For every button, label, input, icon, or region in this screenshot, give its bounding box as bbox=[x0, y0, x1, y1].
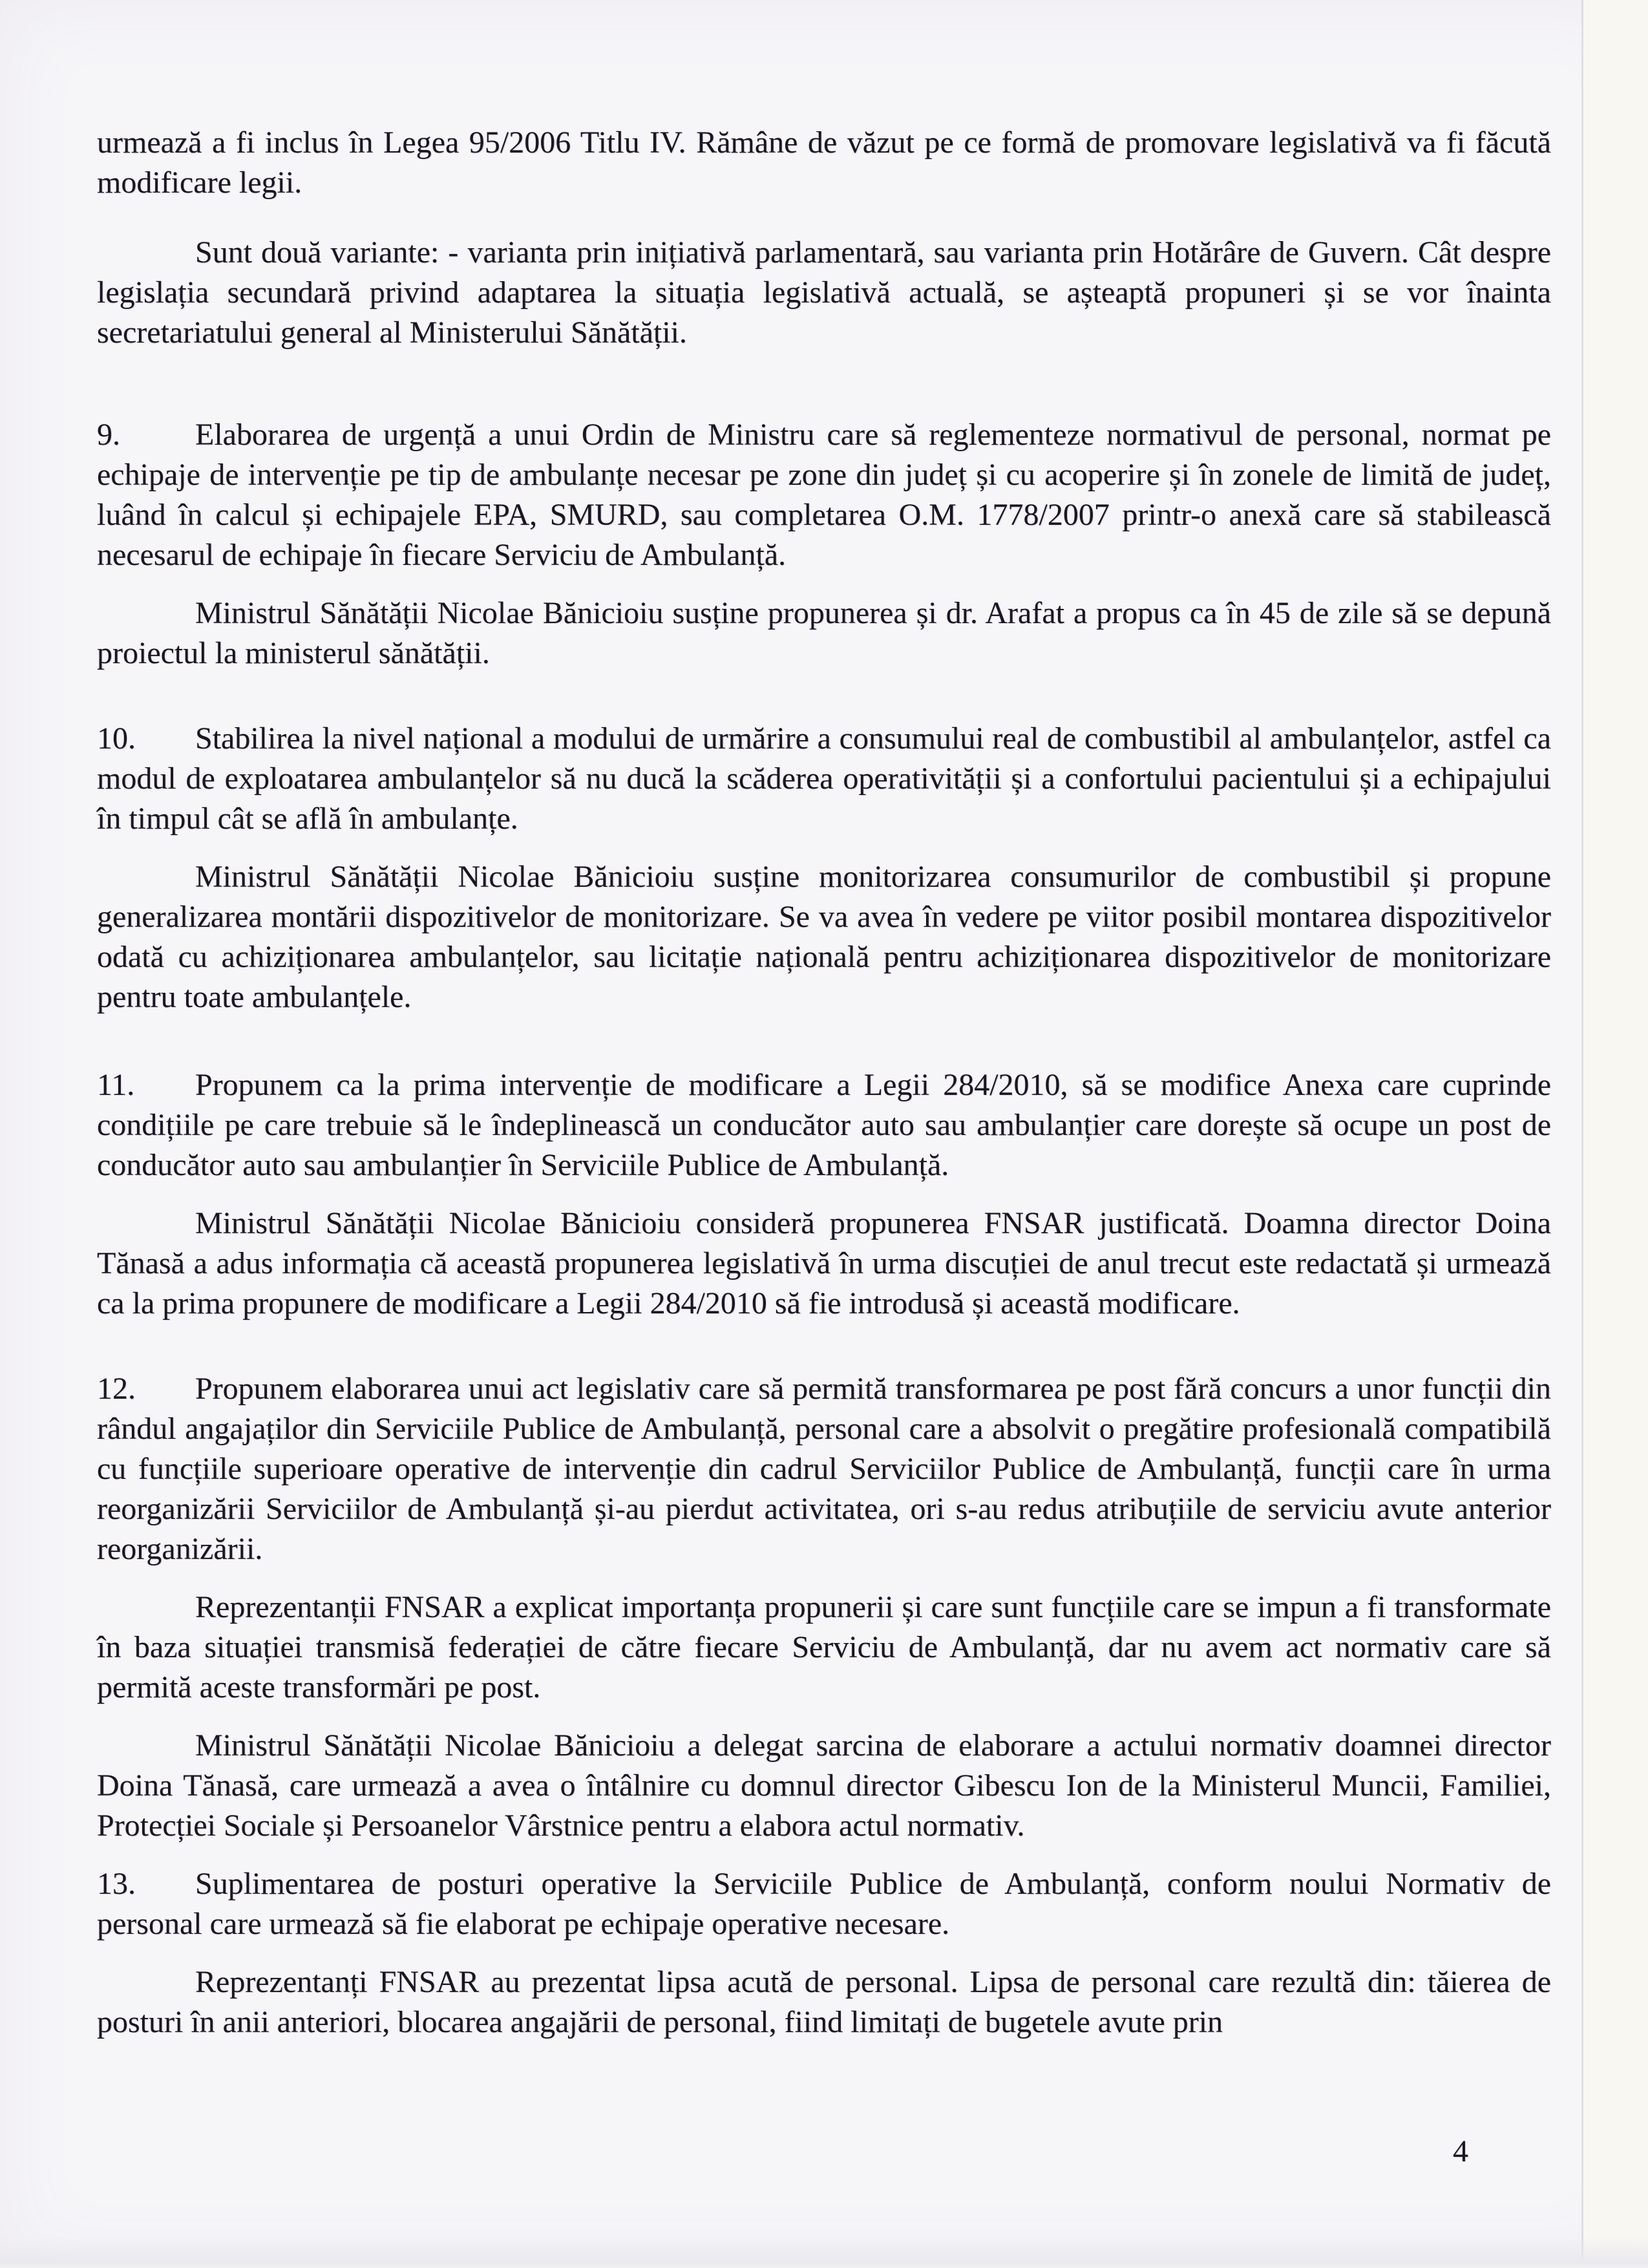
paragraph-text: Sunt două variante: - varianta prin inițiativă parlamentară, sau varianta prin Hotărâre de Guvern. Cât despre legislația secundară privind adaptarea la situația legislativă actuală, se așteaptă propuneri și se vor înainta secretariatului general al Ministerului Sănătății. bbox=[97, 235, 1551, 350]
paragraph-item-10-response bbox=[97, 857, 1551, 1017]
paragraph-text: Ministrul Sănătății Nicolae Bănicioiu susține monitorizarea consumurilor de combustibil și propune generalizarea montării dispozitivelor de monitorizare. Se va avea în vedere pe viitor posibil montarea dispozitivelor odată cu achiziționarea ambulanțelor, sau licitație națională pentru achiziționarea dispozitivelor de monitorizare pentru toate ambulanțele. bbox=[97, 860, 1551, 1014]
paragraph-text: Suplimentarea de posturi operative la Serviciile Publice de Ambulanță, conform noului Normativ de personal care urmează să fie elaborat pe echipaje operative necesare. bbox=[97, 1867, 1551, 1941]
paragraph-text: Reprezentanți FNSAR au prezentat lipsa acută de personal. Lipsa de personal care rezultă din: tăierea de posturi în anii anteriori, blocarea angajării de personal, fiind limitați de bugetele avute prin bbox=[97, 1965, 1551, 2039]
page-number: 4 bbox=[1453, 2134, 1468, 2168]
paragraph-item-13 bbox=[97, 1864, 1551, 1944]
paragraph-text: Elaborarea de urgență a unui Ordin de Ministru care să reglementeze normativul de personal, normat pe echipaje de intervenție pe tip de ambulanțe necesar pe zone din județ și cu acoperire și în zonele de limită de județ, luând în calcul și echipajele EPA, SMURD, sau completarea O.M. 1778/2007 printr-o anexă care să stabilească necesarul de echipaje în fiecare Serviciu de Ambulanță. bbox=[97, 418, 1551, 572]
paragraph-text: Stabilirea la nivel național a modului de urmărire a consumului real de combustibil al ambulanțelor, astfel ca modul de exploatarea ambulanțelor să nu ducă la scăderea operativității și a confortului pacientului și a echipajului în timpul cât se află în ambulanțe. bbox=[97, 721, 1551, 836]
paragraph-variante bbox=[97, 233, 1551, 353]
paragraph-item-9-response bbox=[97, 593, 1551, 673]
paragraph-item-11-response bbox=[97, 1203, 1551, 1324]
paragraph-item-9 bbox=[97, 415, 1551, 575]
paragraph-text: Ministrul Sănătății Nicolae Bănicioiu a delegat sarcina de elaborare a actului normativ doamnei director Doina Tănasă, care urmează a avea o întâlnire cu domnul director Gibescu Ion de la Ministerul Muncii, Familiei, Protecției Sociale și Persoanelor Vârstnice pentru a elabora actul normativ. bbox=[97, 1728, 1551, 1843]
paragraph-item-12 bbox=[97, 1369, 1551, 1569]
paragraph-item-12-fnsar bbox=[97, 1587, 1551, 1708]
scanner-background-strip bbox=[1583, 0, 1648, 2268]
paragraph-text: Propunem ca la prima intervenție de modificare a Legii 284/2010, să se modifice Anexa care cuprinde condițiile pe care trebuie să le îndeplinească un conducător auto sau ambulanțier care dorește să ocupe un post de conducător auto sau ambulanțier în Serviciile Publice de Ambulanță. bbox=[97, 1068, 1551, 1182]
paragraph-number: 12. bbox=[97, 1372, 136, 1406]
paragraph-text: urmează a fi inclus în Legea 95/2006 Titlu IV. Rămâne de văzut pe ce formă de promovare legislativă va fi făcută modificare legii. bbox=[97, 125, 1551, 200]
paragraph-number: 11. bbox=[97, 1068, 135, 1102]
paragraph-number: 13. bbox=[97, 1867, 136, 1901]
paragraph-item-10 bbox=[97, 719, 1551, 839]
page-edge-shadow bbox=[1581, 0, 1583, 2268]
paragraph-number: 10. bbox=[97, 721, 136, 756]
page-bottom-shadow bbox=[0, 2237, 1648, 2268]
paragraph-text: Ministrul Sănătății Nicolae Bănicioiu susține propunerea și dr. Arafat a propus ca în 45 de zile să se depună proiectul la ministerul sănătății. bbox=[97, 596, 1551, 670]
paragraph-text: Reprezentanții FNSAR a explicat importanța propunerii și care sunt funcțiile care se impun a fi transformate în baza situației transmisă federației de către fiecare Serviciu de Ambulanță, dar nu avem act normativ care să permită aceste transformări pe post. bbox=[97, 1590, 1551, 1704]
document-text-block bbox=[97, 123, 1551, 2042]
paragraph-number: 9. bbox=[97, 418, 120, 452]
paragraph-item-12-response bbox=[97, 1726, 1551, 1846]
paragraph-intro-continuation bbox=[97, 123, 1551, 203]
paragraph-text: Ministrul Sănătății Nicolae Bănicioiu consideră propunerea FNSAR justificată. Doamna director Doina Tănasă a adus informația că această propunerea legislativă în urma discuției de anul trecut este redactată și urmează ca la prima propunere de modificare a Legii 284/2010 să fie introdusă și această modificare. bbox=[97, 1206, 1551, 1320]
paragraph-text: Propunem elaborarea unui act legislativ care să permită transformarea pe post fără concurs a unor funcții din rândul angajaților din Serviciile Publice de Ambulanță, personal care a absolvit o pregătire profesională compatibilă cu funcțiile superioare operative de intervenție din cadrul Serviciilor Publice de Ambulanță, funcții care în urma reorganizării Serviciilor de Ambulanță și-au pierdut activitatea, ori s-au redus atribuțiile de serviciu avute anterior reorganizării. bbox=[97, 1372, 1551, 1566]
paragraph-item-13-fnsar bbox=[97, 1962, 1551, 2042]
paragraph-item-11 bbox=[97, 1065, 1551, 1185]
